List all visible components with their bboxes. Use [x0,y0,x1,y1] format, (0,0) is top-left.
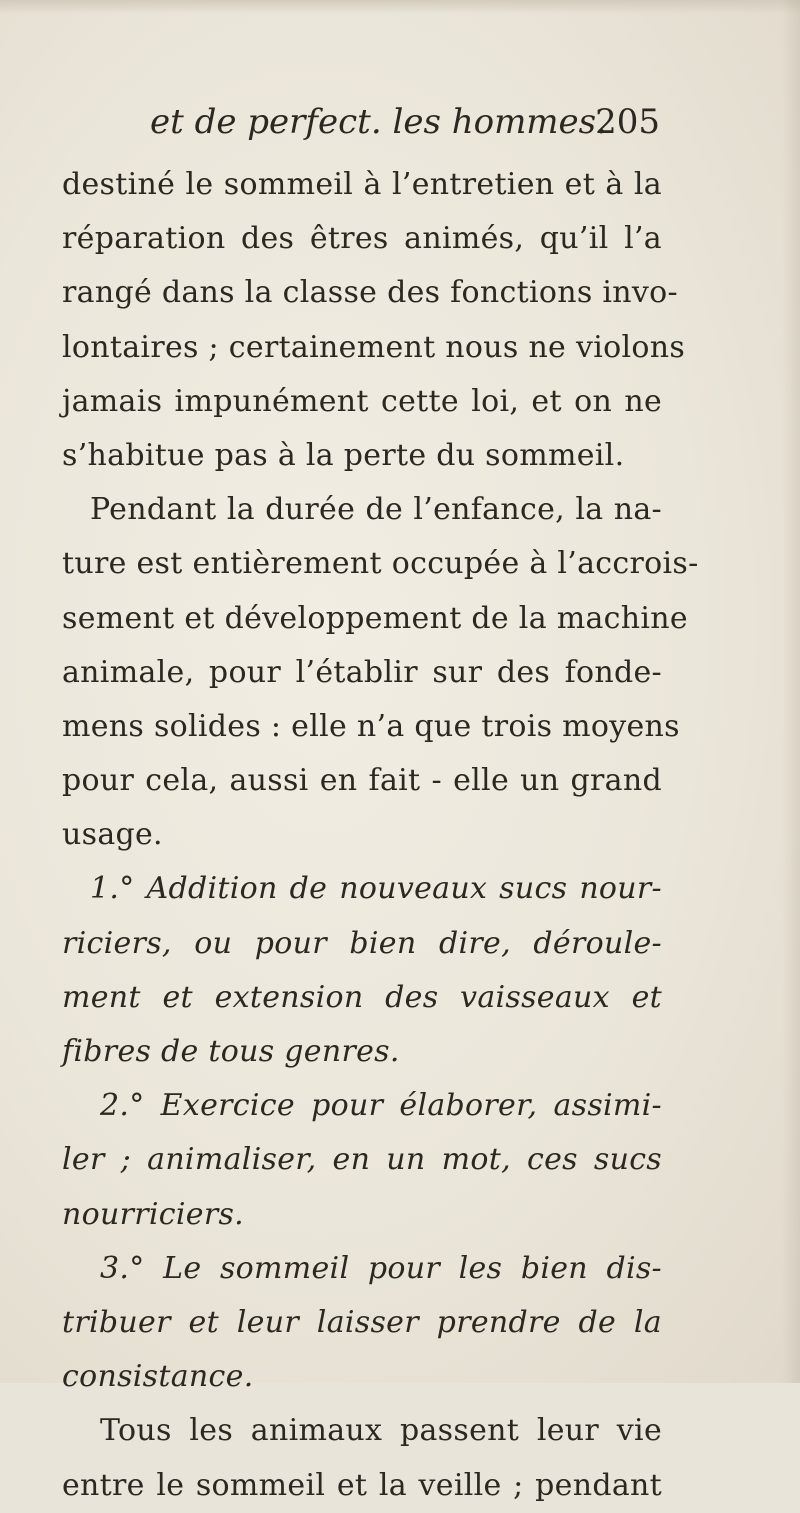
text-line: pour cela, aussi en fait - elle un grand [62,763,662,799]
text-line: 2.° Exercice pour élaborer, assimi- [100,1088,662,1124]
text-line: jamais impunément cette loi, et on ne [62,383,662,419]
text-line: nourriciers. [62,1196,245,1232]
page-number: 205 [595,102,660,142]
text-line: rangé dans la classe des fonctions invo- [62,275,678,311]
text-line: réparation des êtres animés, qu’il l’a [62,221,662,257]
page-top-edge-shadow [0,0,800,14]
page-right-edge-shadow [782,0,800,1383]
text-line: ler ; animaliser, en un mot, ces sucs [62,1142,662,1178]
text-line: s’habitue pas à la perte du sommeil. [62,437,625,473]
text-line: destiné le sommeil à l’entretien et à la [62,167,662,202]
text-line: entre le sommeil et la veille ; pendant [62,1467,662,1503]
text-line: usage. [62,817,163,853]
text-line: Pendant la durée de l’enfance, la na- [90,492,662,528]
text-line: mens solides : elle n’a que trois moyens [62,708,680,744]
text-line: 3.° Le sommeil pour les bien dis- [100,1250,662,1286]
text-line: fibres de tous genres. [62,1034,400,1069]
running-title: et de perfect. les hommes. [150,102,607,142]
text-line: consistance. [62,1359,254,1395]
text-line: 1.° Addition de nouveaux sucs nour- [90,871,662,907]
body-text [62,158,699,1513]
text-line: Tous les animaux passent leur vie [100,1413,662,1449]
text-line: ture est entièrement occupée à l’accrois- [62,546,699,582]
text-line: lontaires ; certainement nous ne violons [62,329,686,365]
text-line: riciers, ou pour bien dire, déroule- [62,925,662,961]
text-line: sement et développement de la machine [62,600,688,636]
text-line: tribuer et leur laisser prendre de la [62,1304,662,1340]
text-line: animale, pour l’établir sur des fonde- [62,654,662,690]
text-line: ment et extension des vaisseaux et [62,979,662,1015]
